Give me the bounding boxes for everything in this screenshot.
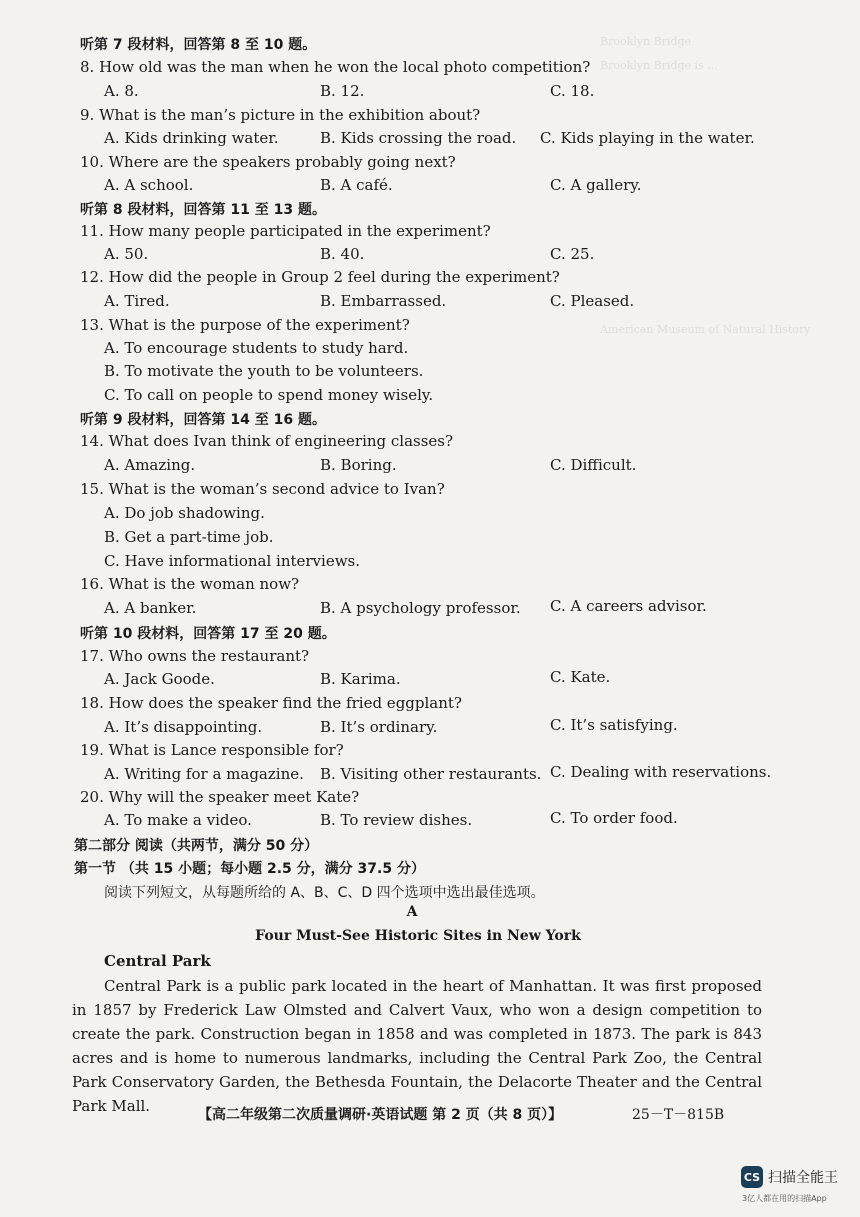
q12-option-c: C. Pleased. bbox=[550, 292, 635, 310]
central-park-paragraph: Central Park is a public park located in the heart of Manhattan. It was first proposed in 1857 by Frederick Law Olmsted and Calvert Vaux, who won a design competition to create the park. Construction began in 1858 and was completed in 1873. The park is 843 acres and is home to numerous landmarks, including the Central Park Zoo, the Central Park Conservatory Garden, the Bethesda Fountain, the Delacorte Theater and the Central Park Mall. bbox=[72, 977, 762, 1115]
question-19: 19. What is Lance responsible for? bbox=[80, 741, 344, 759]
intro-7: 听第 7 段材料，回答第 8 至 10 题。 bbox=[80, 37, 317, 53]
intro-10: 听第 10 段材料，回答第 17 至 20 题。 bbox=[80, 626, 336, 642]
q19-option-a: A. Writing for a magazine. bbox=[104, 765, 304, 783]
q20-option-c: C. To order food. bbox=[550, 809, 678, 827]
question-16: 16. What is the woman now? bbox=[80, 575, 300, 593]
question-17: 17. Who owns the restaurant? bbox=[80, 647, 310, 665]
camscanner-name: 扫描全能王 bbox=[768, 1170, 838, 1186]
q12-option-b: B. Embarrassed. bbox=[320, 292, 447, 310]
question-10: 10. Where are the speakers probably going next? bbox=[80, 153, 456, 171]
q8-option-a: A. 8. bbox=[104, 82, 139, 100]
question-8: 8. How old was the man when he won the local photo competition? bbox=[80, 58, 591, 76]
section-one-heading: 第一节 （共 15 小题；每小题 2.5 分，满分 37.5 分） bbox=[74, 861, 425, 877]
question-18: 18. How does the speaker find the fried eggplant? bbox=[80, 694, 462, 712]
question-12: 12. How did the people in Group 2 feel during the experiment? bbox=[80, 268, 560, 286]
question-14: 14. What does Ivan think of engineering classes? bbox=[80, 432, 454, 450]
q19-option-c: C. Dealing with reservations. bbox=[550, 763, 772, 781]
q11-option-c: C. 25. bbox=[550, 245, 595, 263]
subheading-central-park: Central Park bbox=[104, 952, 211, 970]
q8-option-c: C. 18. bbox=[550, 82, 595, 100]
q10-option-a: A. A school. bbox=[104, 176, 194, 194]
question-9: 9. What is the man’s picture in the exhibition about? bbox=[80, 106, 481, 124]
reading-instruction: 阅读下列短文，从每题所给的 A、B、C、D 四个选项中选出最佳选项。 bbox=[104, 885, 545, 901]
question-13: 13. What is the purpose of the experiment? bbox=[80, 316, 410, 334]
q17-option-b: B. Karima. bbox=[320, 670, 401, 688]
q13-option-a: A. To encourage students to study hard. bbox=[104, 339, 409, 357]
q18-option-a: A. It’s disappointing. bbox=[104, 718, 263, 736]
q18-option-b: B. It’s ordinary. bbox=[320, 718, 438, 736]
q9-option-a: A. Kids drinking water. bbox=[104, 129, 279, 147]
q16-option-a: A. A banker. bbox=[104, 599, 197, 617]
question-11: 11. How many people participated in the experiment? bbox=[80, 222, 491, 240]
passage-title: Four Must-See Historic Sites in New York bbox=[255, 928, 581, 944]
question-20: 20. Why will the speaker meet Kate? bbox=[80, 788, 360, 806]
q15-option-c: C. Have informational interviews. bbox=[104, 552, 361, 570]
q12-option-a: A. Tired. bbox=[104, 292, 170, 310]
q13-option-c: C. To call on people to spend money wisely. bbox=[104, 386, 434, 404]
q10-option-b: B. A café. bbox=[320, 176, 393, 194]
q15-option-a: A. Do job shadowing. bbox=[104, 504, 265, 522]
q17-option-a: A. Jack Goode. bbox=[104, 670, 215, 688]
q15-option-b: B. Get a part-time job. bbox=[104, 528, 274, 546]
q20-option-a: A. To make a video. bbox=[104, 811, 252, 829]
q11-option-b: B. 40. bbox=[320, 245, 365, 263]
q16-option-c: C. A careers advisor. bbox=[550, 597, 707, 615]
q14-option-b: B. Boring. bbox=[320, 456, 397, 474]
q18-option-c: C. It’s satisfying. bbox=[550, 716, 678, 734]
q16-option-b: B. A psychology professor. bbox=[320, 599, 521, 617]
camscanner-logo: CS bbox=[741, 1166, 763, 1188]
q11-option-a: A. 50. bbox=[104, 245, 149, 263]
intro-9: 听第 9 段材料，回答第 14 至 16 题。 bbox=[80, 412, 326, 428]
passage-letter: A bbox=[406, 904, 418, 920]
bleed-through-text: Brooklyn Bridge Brooklyn Bridge is ... American Museum of Natural History bbox=[600, 35, 811, 336]
question-15: 15. What is the woman’s second advice to Ivan? bbox=[80, 480, 445, 498]
q20-option-b: B. To review dishes. bbox=[320, 811, 473, 829]
q17-option-c: C. Kate. bbox=[550, 668, 611, 686]
q14-option-a: A. Amazing. bbox=[104, 456, 196, 474]
page-footer: 【高二年级第二次质量调研·英语试题 第 2 页（共 8 页）】 bbox=[198, 1107, 563, 1123]
exam-code: 25－T－815B bbox=[632, 1107, 725, 1123]
q14-option-c: C. Difficult. bbox=[550, 456, 637, 474]
q8-option-b: B. 12. bbox=[320, 82, 365, 100]
q19-option-b: B. Visiting other restaurants. bbox=[320, 765, 542, 783]
q13-option-b: B. To motivate the youth to be volunteers. bbox=[104, 362, 424, 380]
q9-option-b: B. Kids crossing the road. bbox=[320, 129, 517, 147]
part-two-heading: 第二部分 阅读（共两节，满分 50 分） bbox=[74, 838, 319, 854]
camscanner-tagline: 3亿人都在用的扫描App bbox=[742, 1194, 827, 1203]
q9-option-c: C. Kids playing in the water. bbox=[540, 129, 755, 147]
q10-option-c: C. A gallery. bbox=[550, 176, 642, 194]
intro-8: 听第 8 段材料，回答第 11 至 13 题。 bbox=[80, 202, 326, 218]
